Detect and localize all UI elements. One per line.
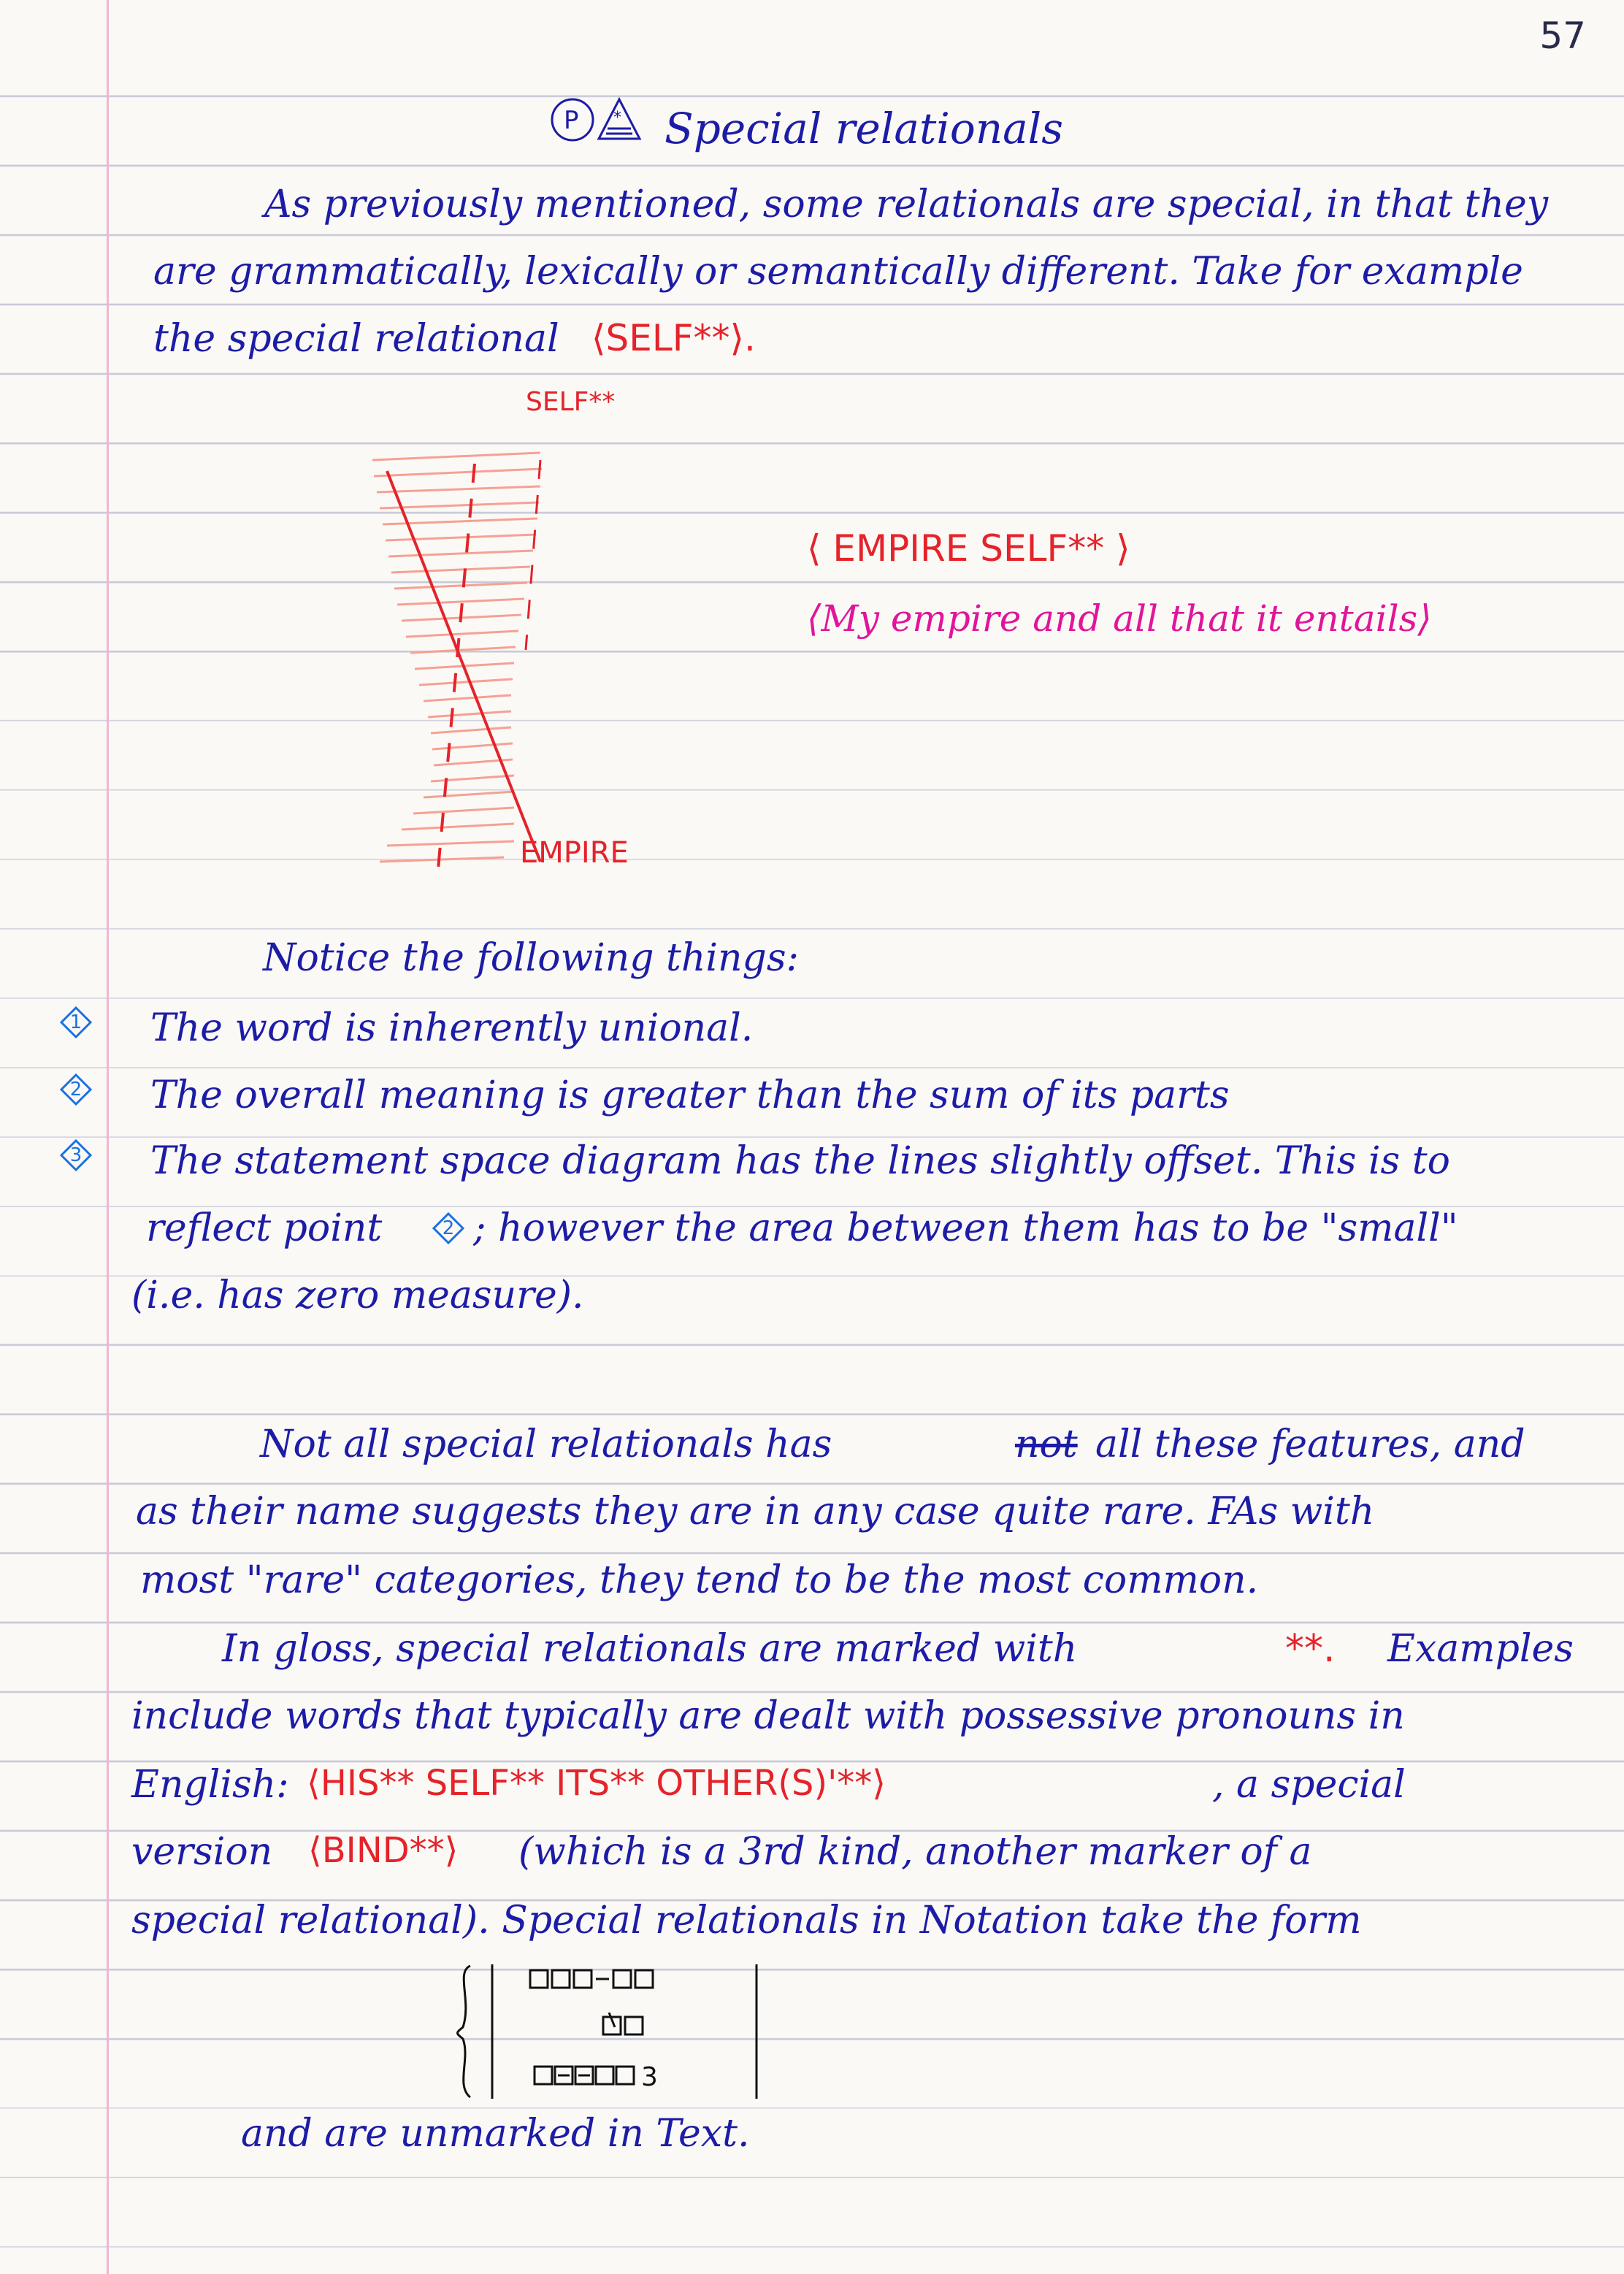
intro-line-1: As previously mentioned, some relationals are special, in that they (264, 183, 1549, 226)
point-3-cont-c: (i.e. has zero measure). (131, 1274, 584, 1317)
point-3-marker-number: 3 (69, 1144, 83, 1166)
svg-text:P: P (564, 106, 579, 135)
point-3-marker-icon (60, 1139, 92, 1171)
point-1-text: The word is inherently unional. (150, 1006, 754, 1050)
point-2-marker-icon (60, 1073, 92, 1106)
point-3-ref-marker-icon (432, 1212, 464, 1244)
para3-line4b: (which is a 3rd kind, another marker of a (518, 1830, 1312, 1874)
intro-line-2: are grammatically, lexically or semantically different. Take for example (153, 250, 1523, 294)
para3-line3-examples: ⟨HIS** SELF** ITS** OTHER(S)'**⟩ (307, 1763, 886, 1804)
para3-line1b: Examples (1387, 1627, 1574, 1671)
diagram-bottom-label: EMPIRE (520, 836, 629, 870)
page-title: Special relationals (664, 104, 1063, 153)
para2-line2: as their name suggests they are in any case quite rare. FAs with (136, 1490, 1375, 1534)
diagram-translation: ⟨My empire and all that it entails⟩ (807, 597, 1432, 640)
svg-text:*: * (613, 109, 621, 127)
para3-marker: **. (1285, 1627, 1336, 1671)
point-1-marker-number: 1 (69, 1011, 83, 1033)
point-2-text: The overall meaning is greater than the sum of its parts (150, 1073, 1230, 1117)
diagram-gloss: ⟨ EMPIRE SELF** ⟩ (807, 527, 1130, 570)
para3-line1a: In gloss, special relationals are marked with (222, 1627, 1078, 1671)
page-number: 57 (1539, 15, 1586, 57)
para2-line1a: Not all special relationals has (260, 1423, 832, 1466)
para3-line2: include words that typically are dealt with possessive pronouns in (131, 1694, 1405, 1738)
closing-line: and are unmarked in Text. (241, 2112, 750, 2156)
para3-line3b: , a special (1212, 1763, 1406, 1807)
para2-line3: most "rare" categories, they tend to be the most common. (140, 1558, 1259, 1602)
point-1-marker-icon (60, 1006, 92, 1038)
point-3-cont-a: reflect point (146, 1206, 383, 1250)
para2-line1b: all these features, and (1095, 1423, 1525, 1466)
statement-space-diagram (358, 431, 577, 884)
para3-line4a: version (131, 1830, 273, 1874)
notation-suffix: 3 (641, 2062, 658, 2092)
intro-example: ⟨SELF**⟩. (591, 317, 756, 359)
point-2-marker-number: 2 (69, 1079, 83, 1100)
margin-line (107, 0, 109, 2274)
diagram-top-label: SELF** (526, 387, 616, 417)
point-3-cont-b: ; however the area between them has to be "small" (473, 1206, 1458, 1250)
notation-form-diagram (453, 1957, 774, 2103)
para3-line3a: English: (131, 1763, 289, 1807)
title-symbol-icon (549, 93, 659, 146)
notice-heading: Notice the following things: (263, 936, 800, 980)
point-3-text: The statement space diagram has the lines slightly offset. This is to (150, 1139, 1450, 1183)
para3-line5: special relational). Special relationals in Notation take the form (131, 1899, 1362, 1942)
intro-line-3: the special relational (153, 317, 559, 361)
point-3-ref-number: 2 (442, 1217, 455, 1239)
para2-line1-struck: not (1015, 1423, 1078, 1466)
para3-line4-example: ⟨BIND**⟩ (308, 1830, 459, 1871)
